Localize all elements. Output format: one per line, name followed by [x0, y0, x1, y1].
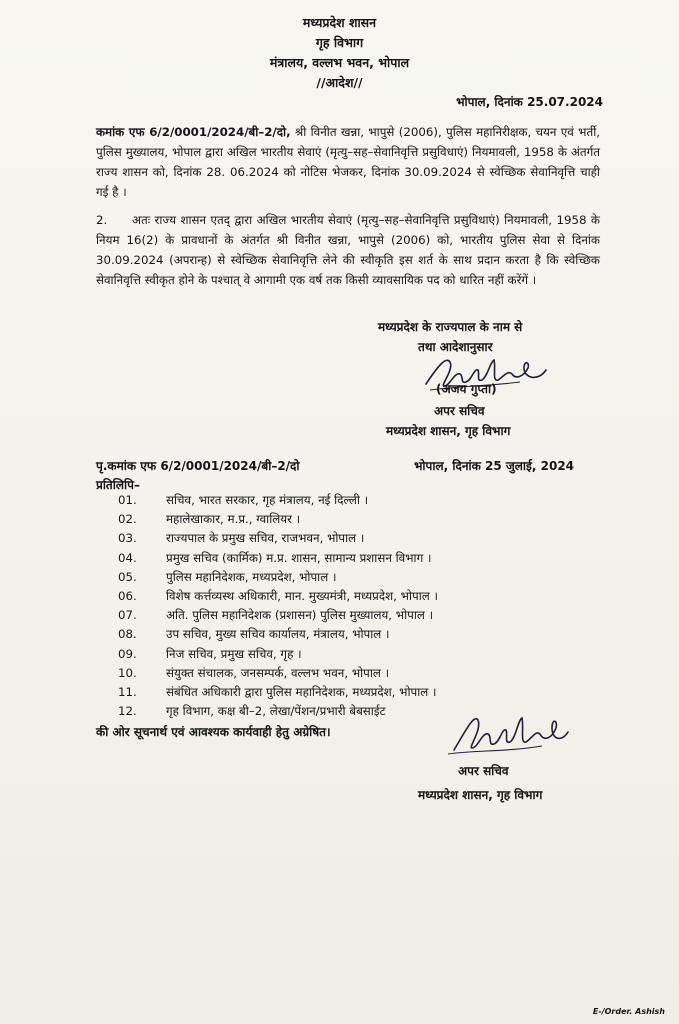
- recipient-number: 09.: [118, 646, 137, 661]
- recipient-item: [118, 684, 437, 704]
- recipient-number: 11.: [118, 685, 137, 699]
- header-govt: मध्यप्रदेश शासन: [302, 15, 377, 30]
- recipient-text: उप सचिव, मुख्य सचिव कार्यालय, मंत्रालय, भोपाल ।: [166, 627, 390, 642]
- header-dept: गृह विभाग: [315, 35, 364, 50]
- recipient-item: [118, 511, 300, 531]
- signatory-designation: अपर सचिव: [434, 404, 485, 418]
- recipient-number: 04.: [118, 550, 137, 565]
- footer-note: E-/Order. Ashish: [592, 1007, 665, 1016]
- recipient-number: 08.: [118, 627, 137, 642]
- recipient-item: [118, 646, 302, 666]
- recipient-text: विशेष कर्त्तव्यस्थ अधिकारी, मान. मुख्यमंत्री, मध्यप्रदेश, भोपाल ।: [166, 589, 438, 603]
- recipient-item: [118, 665, 389, 685]
- paragraph-2-number: 2.: [96, 213, 108, 227]
- recipient-item: [118, 588, 438, 608]
- recipient-text: राज्यपाल के प्रमुख सचिव, राजभवन, भोपाल ।: [166, 531, 365, 546]
- signatory-dept: मध्यप्रदेश शासन, गृह विभाग: [386, 424, 511, 438]
- paragraph-2: [96, 210, 600, 290]
- endorsement-date: भोपाल, दिनांक 25 जुलाई, 2024: [414, 459, 575, 473]
- recipient-number: 03.: [118, 531, 137, 546]
- signatory-name: (अजय गुप्ता): [436, 382, 497, 396]
- recipient-number: 01.: [118, 493, 137, 507]
- recipient-item: [118, 569, 336, 589]
- forwarding-note: की ओर सूचनार्थ एवं आवश्यक कार्यवाही हेतु अग्रेषित।: [96, 725, 331, 739]
- recipient-item: [118, 530, 364, 550]
- recipient-item: [118, 703, 386, 723]
- signature-image-2: [446, 702, 576, 760]
- recipient-number: 06.: [118, 589, 137, 603]
- recipient-item: [118, 492, 368, 512]
- recipient-text: गृह विभाग, कक्ष बी–2, लेखा/पेंशन/प्रभारी बेबसाईट: [166, 704, 386, 719]
- recipient-item: [118, 550, 431, 570]
- recipient-text: पुलिस महानिदेशक, मध्यप्रदेश, भोपाल ।: [166, 569, 337, 584]
- recipient-text: संबंधित अधिकारी द्वारा पुलिस महानिदेशक, मध्यप्रदेश, भोपाल ।: [166, 685, 437, 699]
- recipient-item: [118, 626, 390, 646]
- header-address: मंत्रालय, वल्लभ भवन, भोपाल: [269, 55, 410, 70]
- recipient-text: निज सचिव, प्रमुख सचिव, गृह ।: [166, 646, 302, 661]
- recipient-item: [118, 607, 433, 627]
- recipient-text: महालेखाकार, म.प्र., ग्वालियर ।: [166, 512, 301, 527]
- header-order-title: //आदेश//: [316, 75, 363, 90]
- recipient-number: 02.: [118, 512, 137, 527]
- paragraph-1-body: श्री विनीत खन्ना, भापुसे (2006), पुलिस महानिरीक्षक, चयन एवं भर्ती, पुलिस मुख्यालय, भोपाल द्वारा अखिल भारतीय सेवाएं (मृत्यु–सह–सेवानिवृत्ति प्रसुविधाएं) नियमावली, 1958 के अंतर्गत राज्य शासन को, दिनांक 28. 06.2024 को नोटिस भेजकर, दिनांक 30.09.2024 से स्वेच्छिक सेवानिवृत्ति चाही गई है ।: [96, 125, 600, 199]
- copy-label: प्रतिलिपि–: [96, 478, 140, 492]
- recipient-number: 10.: [118, 665, 137, 680]
- order-date: भोपाल, दिनांक 25.07.2024: [456, 95, 603, 109]
- recipient-text: सचिव, भारत सरकार, गृह मंत्रालय, नई दिल्ली ।: [166, 493, 369, 507]
- recipient-number: 07.: [118, 608, 137, 623]
- recipient-number: 05.: [118, 569, 137, 584]
- recipient-number: 12.: [118, 704, 137, 719]
- endorsement-reference: पृ.कमांक एफ 6/2/0001/2024/बी–2/दो: [96, 459, 300, 473]
- order-reference: कमांक एफ 6/2/0001/2024/बी–2/दो,: [96, 125, 291, 139]
- signatory2-dept: मध्यप्रदेश शासन, गृह विभाग: [418, 788, 543, 802]
- signature1-line1: मध्यप्रदेश के राज्यपाल के नाम से: [378, 320, 523, 334]
- recipient-text: अति. पुलिस महानिदेशक (प्रशासन) पुलिस मुख्यालय, भोपाल ।: [166, 608, 434, 623]
- recipient-text: संयुक्त संचालक, जनसम्पर्क, वल्लभ भवन, भोपाल ।: [166, 665, 390, 680]
- recipient-text: प्रमुख सचिव (कार्मिक) म.प्र. शासन, सामान्य प्रशासन विभाग ।: [166, 550, 432, 565]
- paragraph-1: [96, 122, 600, 202]
- signature1-line2: तथा आदेशानुसार: [418, 340, 493, 354]
- signatory2-designation: अपर सचिव: [458, 764, 509, 778]
- paragraph-2-body: अतः राज्य शासन एतद् द्वारा अखिल भारतीय सेवाएं (मृत्यु–सह–सेवानिवृत्ति प्रसुविधाएं) नियमावली, 1958 के नियम 16(2) के प्रावधानों के अंतर्गत श्री विनीत खन्ना, भापुसे (2006) को, भारतीय पुलिस सेवा से दिनांक 30.09.2024 (अपरान्ह) से स्वेच्छिक सेवानिवृत्ति लेने की स्वीकृति इस शर्त के साथ प्रदान करता है कि स्वेच्छिक सेवानिवृत्ति स्वीकृत होने के पश्चात् वे आगामी एक वर्ष तक किसी व्यावसायिक पद को धारित नहीं करेंगें ।: [96, 213, 600, 287]
